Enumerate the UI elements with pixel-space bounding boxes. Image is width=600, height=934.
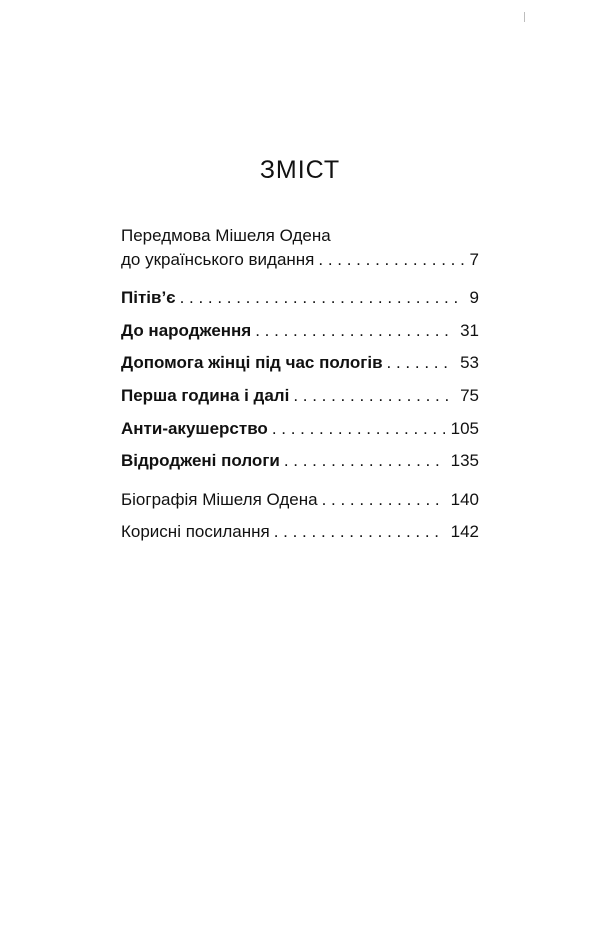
toc-page-number: 75: [460, 386, 479, 405]
toc-entry-appendix: [121, 490, 479, 510]
contents-heading: ЗМІСТ: [259, 156, 341, 184]
toc-entry-preface: [121, 226, 479, 270]
toc-entry-label: Пітів’є: [121, 288, 176, 307]
toc-entry-appendix: [121, 522, 479, 542]
toc-entry-label: Перша година і далі: [121, 386, 290, 405]
toc-entry-label: Анти-акушерство: [121, 419, 268, 438]
toc-page-number: 53: [460, 353, 479, 372]
toc-page-number: 142: [450, 522, 479, 541]
toc-entry-chapter: [121, 288, 479, 308]
toc-entry-chapter: [121, 353, 479, 373]
toc-page-number: 140: [450, 490, 479, 509]
toc-entry-label: До народження: [121, 321, 252, 340]
toc-page-number: 7: [469, 250, 479, 269]
dot-leader: [322, 490, 445, 510]
toc-entry-chapter: [121, 386, 479, 406]
toc-page-number: 135: [450, 451, 479, 470]
dot-leader: [180, 288, 464, 308]
toc-entry-label: Допомога жінці під час пологів: [121, 353, 383, 372]
toc-entry-label-line1: Передмова Мішеля Одена: [121, 226, 331, 245]
toc-entry-label: Біографія Мішеля Одена: [121, 490, 318, 509]
dot-leader: [284, 451, 445, 471]
dot-leader: [274, 522, 445, 542]
dot-leader: [272, 419, 445, 439]
toc-entry-label-line2: до українського видання: [121, 250, 315, 269]
toc-entry-chapter: [121, 451, 479, 471]
toc-entry-chapter: [121, 321, 479, 341]
toc-page-number: 9: [469, 288, 479, 307]
dot-leader: [255, 321, 454, 341]
page-edge-mark: [524, 12, 525, 22]
dot-leader: [318, 250, 463, 270]
dot-leader: [387, 353, 455, 373]
toc-entry-label: Корисні посилання: [121, 522, 270, 541]
dot-leader: [293, 386, 454, 406]
toc-entry-chapter: [121, 419, 479, 439]
toc-page-number: 105: [450, 419, 479, 438]
toc-entry-label: Відроджені пологи: [121, 451, 280, 470]
toc-page-number: 31: [460, 321, 479, 340]
